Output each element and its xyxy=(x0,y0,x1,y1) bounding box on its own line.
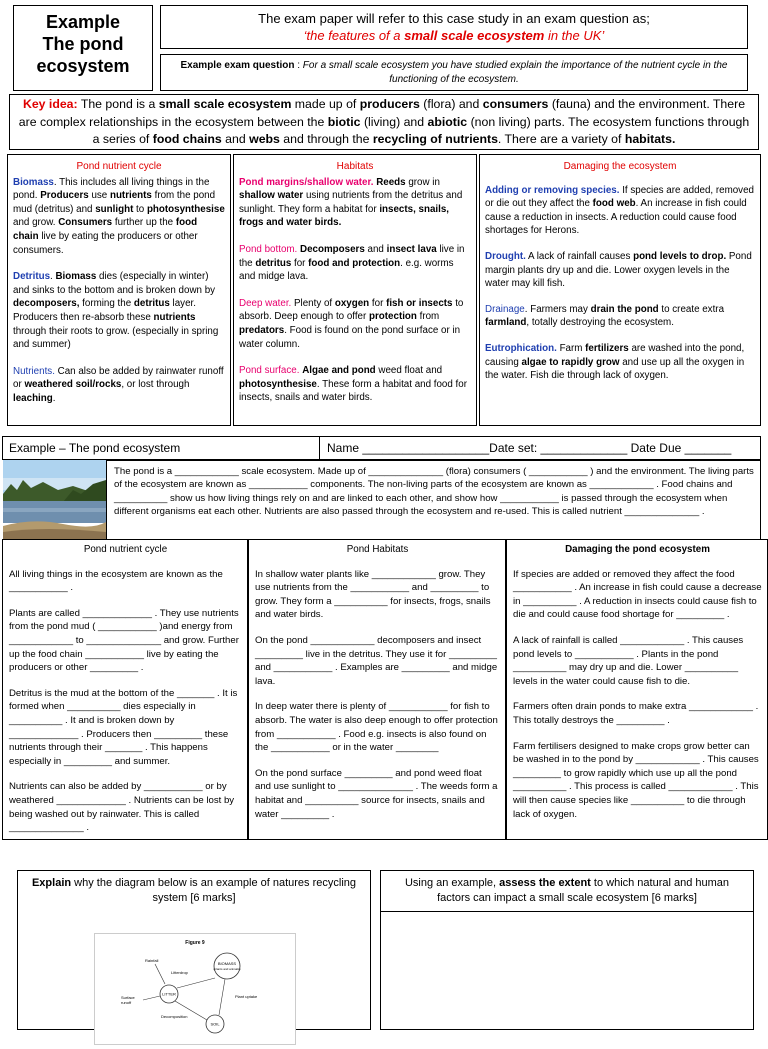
biomass-store xyxy=(214,953,240,979)
example-question-text: For a small scale ecosystem you have studied explain the importance of the nutrient cycle in the functioning of the ecosystem. xyxy=(302,60,728,85)
fill-paragraph: If species are added or removed they affect the food ___________ . An increase in fish could cause a decrease in __________ . A reduction in insects could cause fish to die and could cause food shortage for _________ . xyxy=(513,568,762,621)
worksheet-habitats-panel xyxy=(248,539,506,840)
fill-paragraph: Plants are called _____________ . They use nutrients from the pond mud ( ___________ )and energy from ____________ to ______________ and grow. Further up the food chain ___________ live by eating the producers or other _________ . xyxy=(9,607,239,674)
figure-label-surface: Surface xyxy=(121,995,135,1000)
example-question-label: Example exam question xyxy=(180,60,295,71)
name-date-line: Name ___________________Date set: _____________ Date Due _______ xyxy=(319,436,761,460)
damaging-heading: Damaging the ecosystem xyxy=(563,161,677,172)
exam-reference-box xyxy=(160,5,748,49)
key-idea-label: Key idea: xyxy=(22,97,78,111)
fill-paragraph: Farmers often drain ponds to make extra ____________ . This totally destroys the _________ . xyxy=(513,701,759,726)
page-title xyxy=(14,6,152,77)
habitats-panel xyxy=(233,154,477,426)
bottom-paragraph: Pond bottom. Decomposers and insect lava live in the detritus for food and protection. e.g. worms and midge lava. xyxy=(239,243,465,283)
surface-paragraph: Pond surface. Algae and pond weed float and photosynthesise. These form a habitat and food for insects, snails and water birds. xyxy=(239,365,467,404)
rainfall-arrow xyxy=(155,964,165,984)
fill-paragraph: A lack of rainfall is called ____________ . This causes pond levels to ___________ . Plants in the pond __________ may dry up and die. Lower __________ levels in the water could cause fish to die. xyxy=(513,634,744,687)
nutrient-cycle-figure xyxy=(94,933,296,1045)
fill-paragraph: On the pond surface _________ and pond weed float and use sunlight to ______________ . The weeds form a habitat and __________ source for insects, snails and water _________ . xyxy=(255,767,498,820)
fill-paragraph: Nutrients can also be added by ___________ or by weathered _____________ . Nutrients can be lost by being washed out by rainwater. This is called ______________ . xyxy=(9,781,235,834)
figure-label-decomposition: Decomposition xyxy=(161,1014,188,1019)
example-question-box: Example exam question : For a small scale ecosystem you have studied explain the importance of the nutrient cycle in the functioning of the ecosystem. xyxy=(160,54,748,91)
habitats-heading: Habitats xyxy=(336,161,374,172)
key-idea-box: Key idea: The pond is a small scale ecosystem made up of producers (flora) and consumers (fauna) and the environment. There are complex relationships in the ecosystem between the biotic (living) and abiotic (non living) parts. The ecosystem functions through a series of food chains and webs and through the recycling of nutrients. There are a variety of habitats. xyxy=(9,94,759,150)
figure-label-uptake: Plant uptake xyxy=(235,994,258,999)
worksheet-intro: The pond is a ____________ scale ecosystem. Made up of ______________ (flora) consumers ( ___________ ) and the environment. The living parts of the ecosystem are known as ___________ components. The non-living parts of the ecosystem are known as ____________ . Food chains and __________ show us how living things rely on and are linked to each other, and show how ___________ is passed through the ecosystem when different organisms eat each other. Nutrients are also passed through the ecosystem and re-used. This is called nutrient ______________ . xyxy=(106,460,761,540)
fill-paragraph: Farm fertilisers designed to make crops grow better can be washed in to the pond by ____________ . This causes _________ to grow rapidly which use up all the pond __________ . This process is called ____________ . This will then cause species like __________ to die through lack of oxygen. xyxy=(513,740,759,820)
fill-paragraph: Detritus is the mud at the bottom of the _______ . It is formed when __________ dies especially in __________ . It and is broken down by _____________ . Producers then _________ these nutrients through their _______ . This happens especially in _________ and summer. xyxy=(9,687,238,767)
nutrient-cycle-panel xyxy=(7,154,231,426)
title-line: The pond xyxy=(42,34,124,54)
margins-paragraph: Pond margins/shallow water. Reeds grow in shallow water using nutrients from the detritus and sunlight. They form a habitat for insects, snails, frogs and water birds. xyxy=(239,176,463,229)
damaging-panel xyxy=(479,154,761,426)
answer-divider xyxy=(381,911,753,912)
figure-label-biomass-sub: (plants and animals) xyxy=(213,967,241,971)
fill-paragraph: In deep water there is plenty of ___________ for fish to absorb. The water is also deep enough to offer protection from ___________ . Food e.g. insects is also found on the ___________ or in the water ________ xyxy=(255,701,498,754)
figure-title: Figure 9 xyxy=(185,940,205,946)
figure-label-soil: SOIL xyxy=(210,1021,220,1027)
worksheet-title: Example – The pond ecosystem xyxy=(2,436,320,460)
title-line: Example xyxy=(45,12,121,32)
figure-label-rainfall: Rainfall xyxy=(145,958,159,963)
deep-paragraph: Deep water. Plenty of oxygen for fish or insects to absorb. Deep enough to offer protection from predators. Food is found on the pond surface or in water column. xyxy=(239,297,464,350)
worksheet-damaging-heading: Damaging the pond ecosystem xyxy=(565,544,710,555)
explain-question-text: Explain why the diagram below is an example of natures recycling system [6 marks] xyxy=(31,877,357,904)
pond-photo xyxy=(3,460,106,540)
worksheet-nutrient-heading: Pond nutrient cycle xyxy=(83,544,168,555)
fill-paragraph: In shallow water plants like ____________ grow. They use nutrients from the ___________ and _________ to grow. They form a __________ for insects, frogs, snails and water birds. xyxy=(255,568,491,621)
assess-question-text: Using an example, assess the extent to which natural and human factors can impact a small scale ecosystem [6 marks] xyxy=(404,877,730,904)
uptake-arrow xyxy=(219,979,225,1015)
fill-paragraph: All living things in the ecosystem are known as the ___________ . xyxy=(9,568,223,594)
detritus-paragraph: Detritus. Biomass dies (especially in winter) and sinks to the bottom and is broken down by decomposers, forming the detritus layer. Producers then re-absorb these nutrients through their roots to grow. (especially in spring and summer) xyxy=(13,271,219,351)
fill-paragraph: On the pond ____________ decomposers and insect _________ live in the detritus. They use it for _________ and ___________ . Examples are _________ and midge lava. xyxy=(255,634,498,687)
nutrients-paragraph: Nutrients. Can also be added by rainwater runoff or weathered soil/rocks, or lost through leaching. xyxy=(13,365,224,404)
worksheet-nutrient-panel xyxy=(2,539,248,840)
explain-question-box xyxy=(17,870,371,1030)
worksheet-damaging-panel xyxy=(506,539,768,840)
worksheet-habitats-heading: Pond Habitats xyxy=(346,544,409,555)
drought-paragraph: Drought. A lack of rainfall causes pond levels to drop. Pond margin plants dry up and die. Lower oxygen levels in the water may kill fish. xyxy=(485,250,752,290)
eutrophication-paragraph: Eutrophication. Farm fertilizers are washed into the pond, causing algae to rapidly grow and use up all the oxygen in the water. Fish die through lack of oxygen. xyxy=(485,342,745,382)
litterdrop-arrow xyxy=(177,978,215,988)
figure-label-biomass: BIOMASS xyxy=(217,961,237,966)
runoff-arrow xyxy=(143,996,160,1000)
nutrient-cycle-heading: Pond nutrient cycle xyxy=(76,161,162,172)
title-line: ecosystem xyxy=(36,56,130,76)
figure-label-litterdrop: Litterdrop xyxy=(171,970,188,975)
title-box xyxy=(13,5,153,91)
figure-label-litter: LITTER xyxy=(162,991,176,997)
exam-reference-quote: ‘the features of a small scale ecosystem in the UK’ xyxy=(303,28,605,43)
assess-question-box xyxy=(380,870,754,1030)
figure-label-runoff: runoff xyxy=(121,1000,132,1005)
drainage-paragraph: Drainage. Farmers may drain the pond to create extra farmland, totally destroying the ecosystem. xyxy=(485,303,725,329)
adding-paragraph: Adding or removing species. If species are added, removed or die out they affect the food web. An increase in fish could cause a reduction in insects. A reduction could cause food shortages for Herons. xyxy=(485,184,754,237)
exam-reference-text: The exam paper will refer to this case study in an exam question as; xyxy=(258,11,650,26)
biomass-paragraph: Biomass. This includes all living things in the pond. Producers use nutrients from the pond mud (detritus) and sunlight to photosynthesise and grow. Consumers further up the food chain live by eating the producers or other consumers. xyxy=(13,176,225,256)
